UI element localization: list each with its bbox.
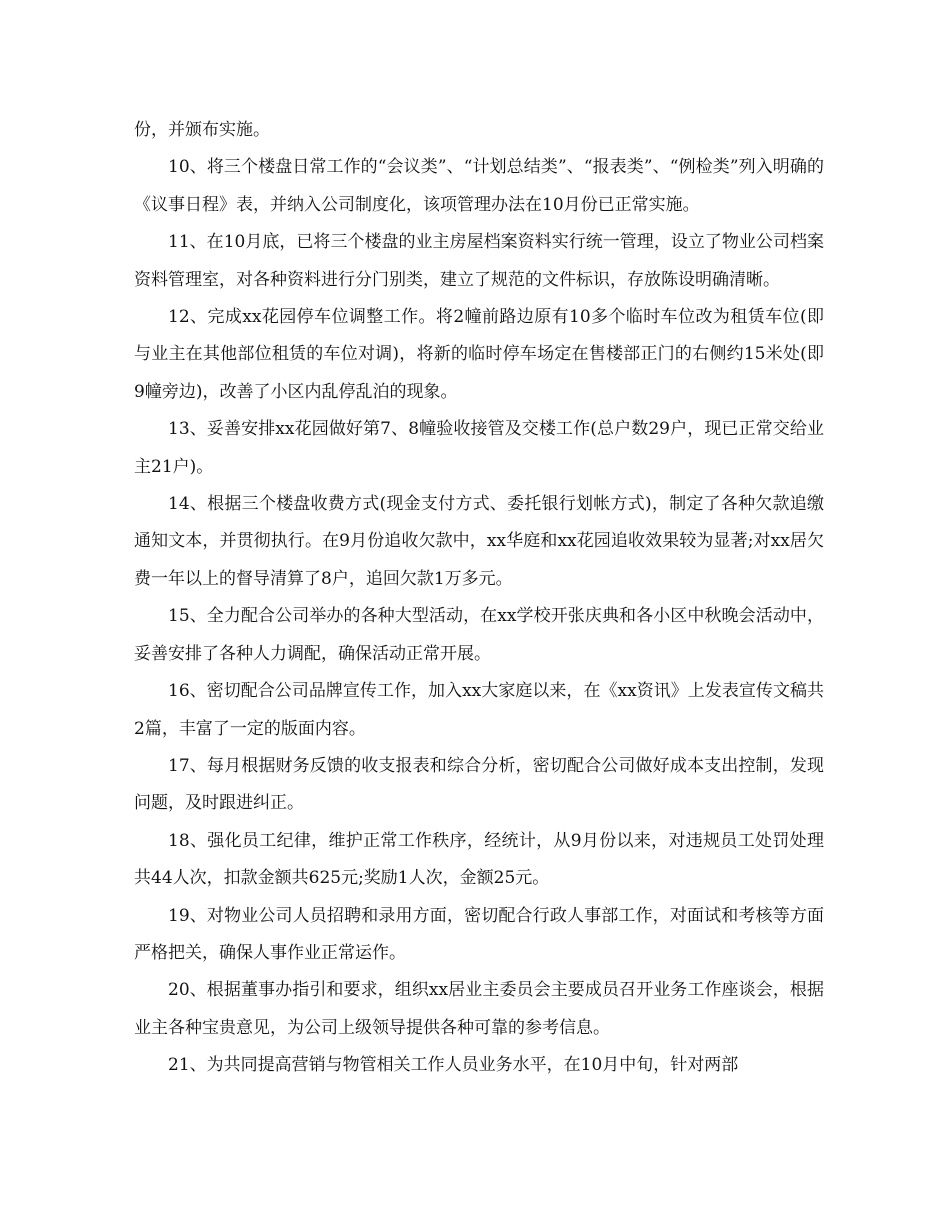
paragraph-item-11: 11、在10月底，已将三个楼盘的业主房屋档案资料实行统一管理，设立了物业公司档案资料管理室，对各种资料进行分门别类，建立了规范的文件标识，存放陈设明确清晰。 [134,232,824,290]
paragraph-item-18: 18、强化员工纪律，维护正常工作秩序，经统计，从9月份以来，对违规员工处罚处理共44人次，扣款金额共625元;奖励1人次，金额25元。 [134,830,824,889]
paragraph-item-16: 16、密切配合公司品牌宣传工作，加入xx大家庭以来，在《xx资讯》上发表宣传文稿共2篇，丰富了一定的版面内容。 [134,681,824,739]
paragraph-item-12: 12、完成xx花园停车位调整工作。将2幢前路边原有10多个临时车位改为租赁车位(即与业主在其他部位租赁的车位对调)，将新的临时停车场定在售楼部正门的右侧约15米处(即9幢旁边)，改善了小区内乱停乱泊的现象。 [134,307,824,402]
paragraph-item-19: 19、对物业公司人员招聘和录用方面，密切配合行政人事部工作，对面试和考核等方面严格把关，确保人事作业正常运作。 [134,905,824,963]
paragraph-item-15: 15、全力配合公司举办的各种大型活动，在xx学校开张庆典和各小区中秋晚会活动中，妥善安排了各种人力调配，确保活动正常开展。 [134,606,824,664]
paragraph-item-17: 17、每月根据财务反馈的收支报表和综合分析，密切配合公司做好成本支出控制，发现问题，及时跟进纠正。 [134,755,824,814]
paragraph-item-10: 10、将三个楼盘日常工作的“会议类”、“计划总结类”、“报表类”、“例检类”列入明确的《议事日程》表，并纳入公司制度化，该项管理办法在10月份已正常实施。 [134,157,824,215]
paragraph-item-20: 20、根据董事办指引和要求，组织xx居业主委员会主要成员召开业务工作座谈会，根据业主各种宝贵意见，为公司上级领导提供各种可靠的参考信息。 [134,980,824,1038]
paragraph-item-21: 21、为共同提高营销与物管相关工作人员业务水平，在10月中旬，针对两部 [168,1055,739,1076]
paragraph-continuation: 份，并颁布实施。 [134,120,270,140]
paragraph-item-14: 14、根据三个楼盘收费方式(现金支付方式、委托银行划帐方式)，制定了各种欠款追缴通知文本，并贯彻执行。在9月份追收欠款中，xx华庭和xx花园追收效果较为显著;对xx居欠费一年以上的督导清算了8户，追回欠款1万多元。 [134,494,824,589]
document-body [134,112,824,1085]
paragraph-item-13: 13、妥善安排xx花园做好第7、8幢验收接管及交楼工作(总户数29户，现已正常交给业主21户)。 [134,419,824,477]
